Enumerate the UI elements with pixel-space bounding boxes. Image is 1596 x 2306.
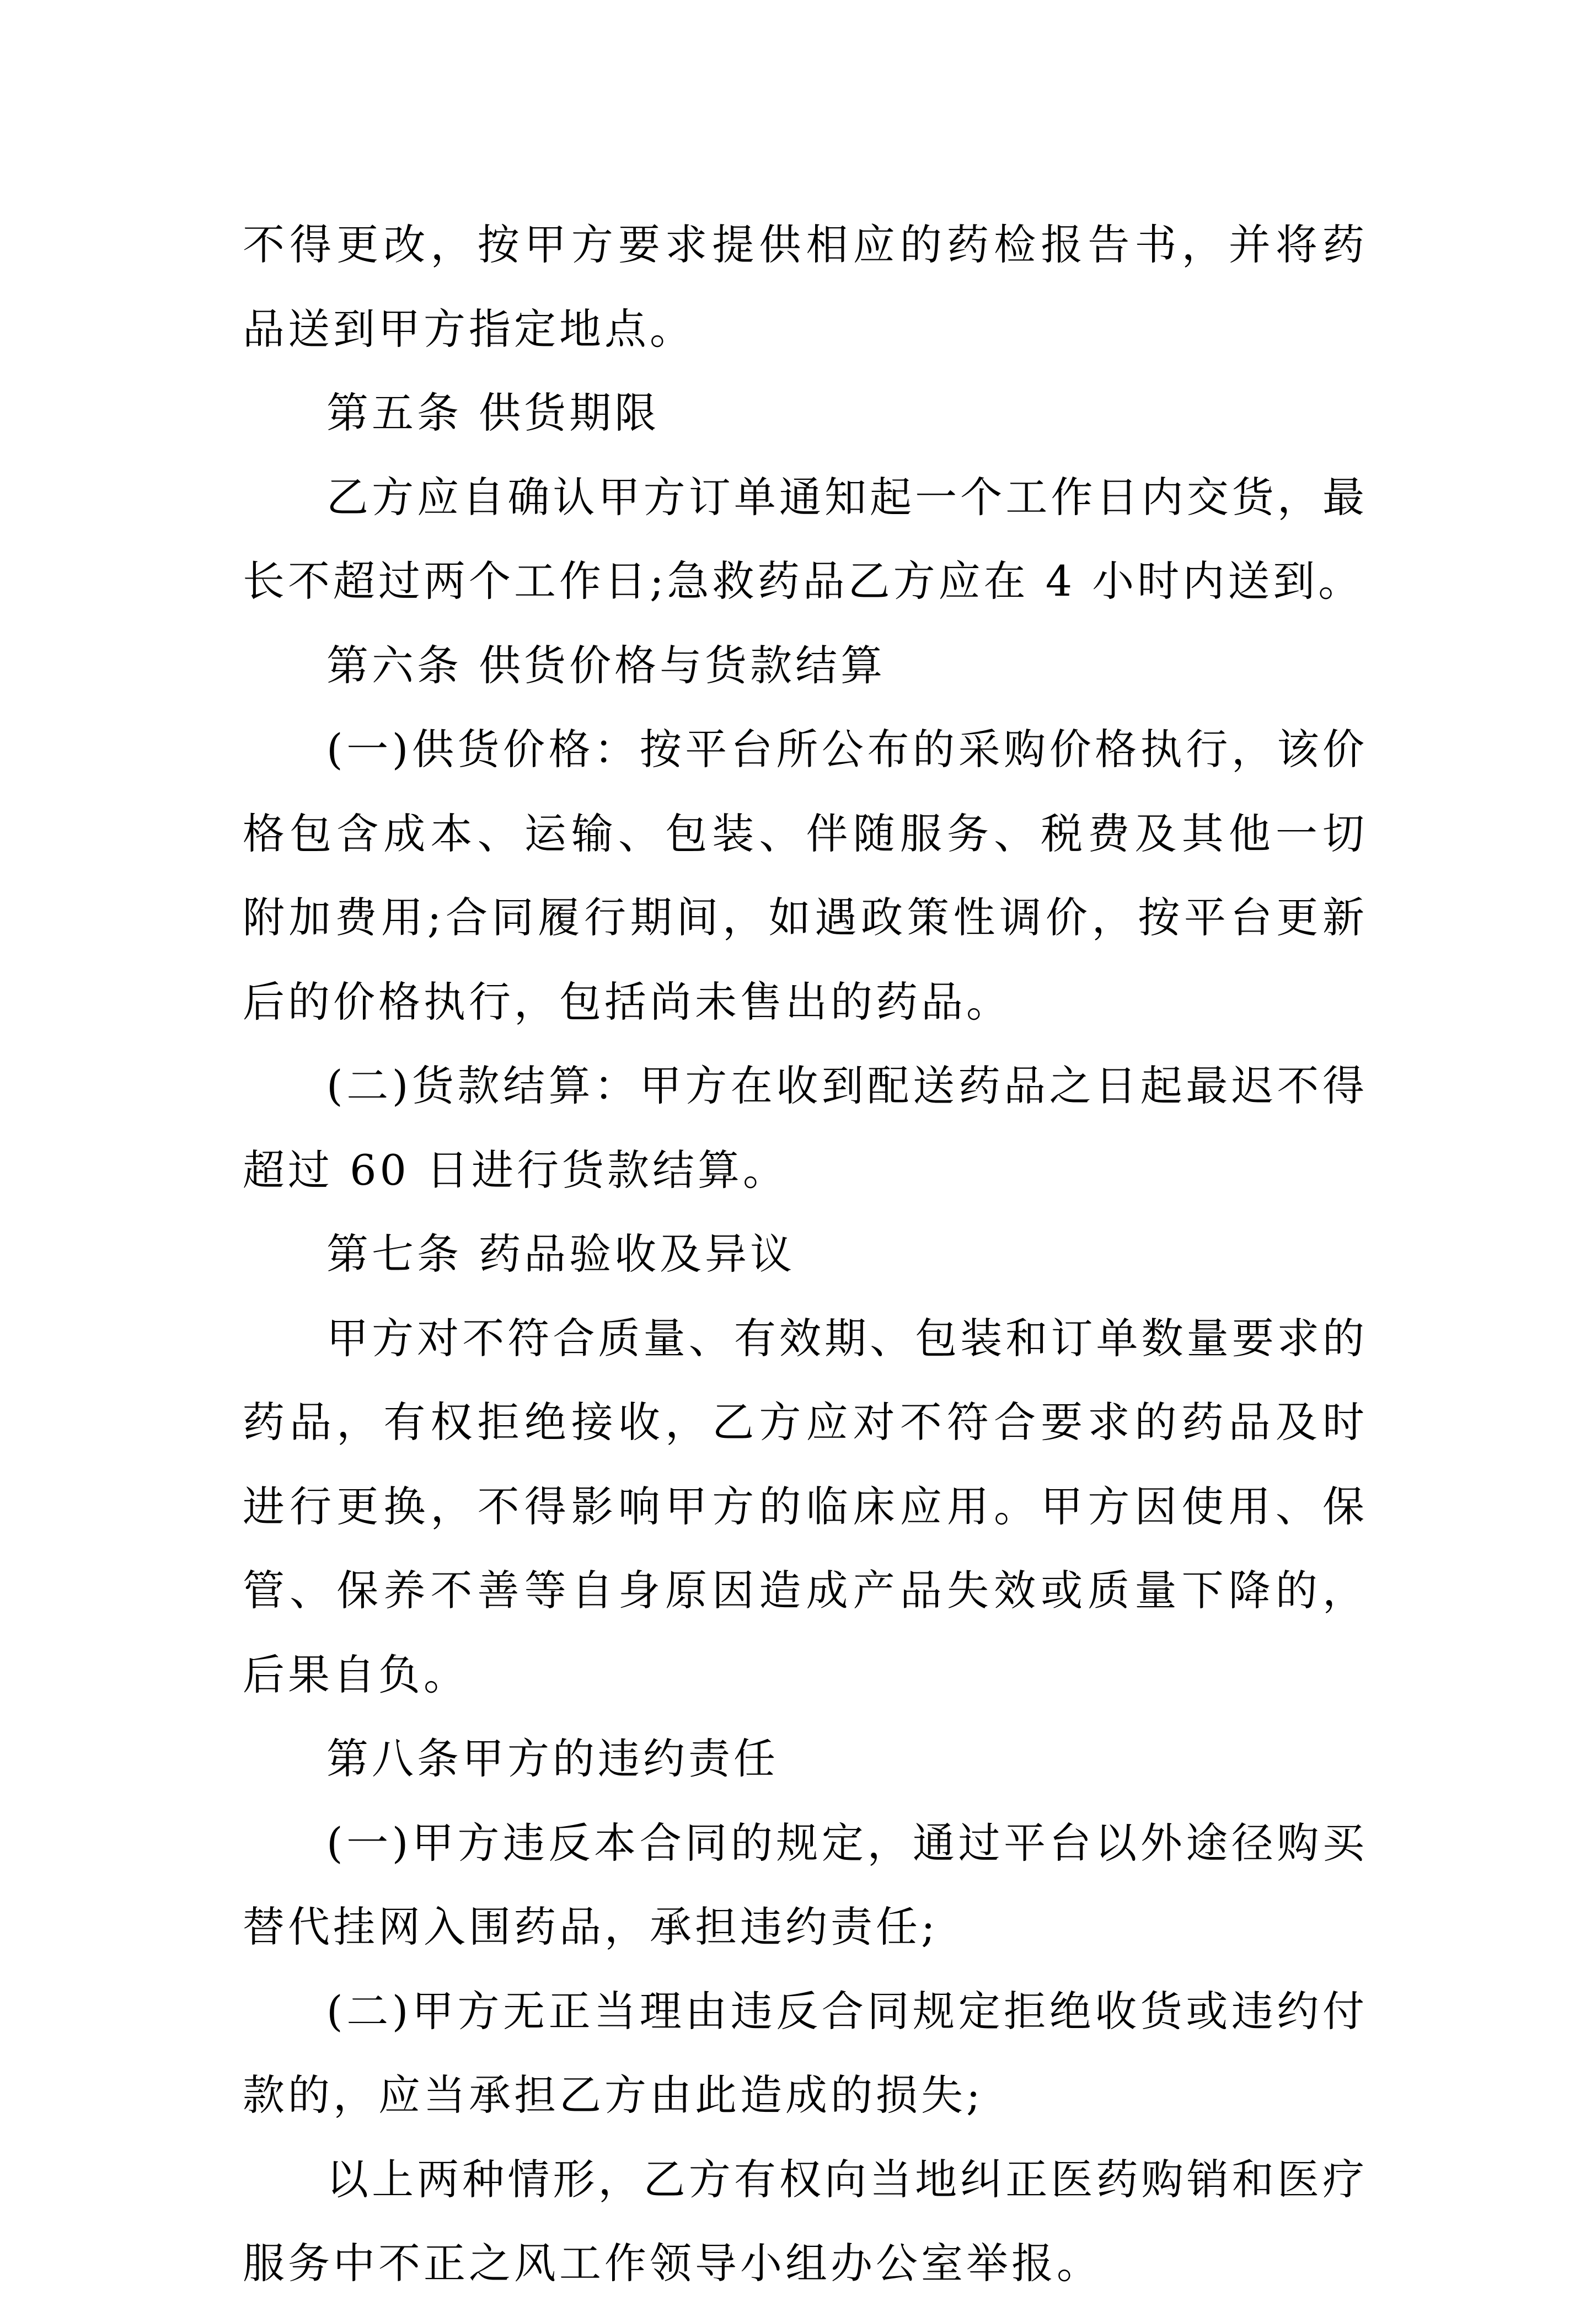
heading-article-5: 第五条 供货期限 (326, 388, 660, 437)
paragraph-breach-1: (一)甲方违反本合同的规定，通过平台以外途径购买替代挂网入围药品，承担违约责任; (243, 1818, 1368, 1951)
paragraph-report-right: 以上两种情形，乙方有权向当地纠正医药购销和医疗服务中不正之风工作领导小组办公室举报。 (243, 2154, 1368, 2288)
paragraph-delivery-continued: 不得更改，按甲方要求提供相应的药检报告书，并将药品送到甲方指定地点。 (243, 220, 1368, 354)
heading-article-6: 第六条 供货价格与货款结算 (326, 640, 886, 690)
document-body (243, 203, 1368, 2306)
paragraph-inspection: 甲方对不符合质量、有效期、包装和订单数量要求的药品，有权拒绝接收，乙方应对不符合要求的药品及时进行更换，不得影响甲方的临床应用。甲方因使用、保管、保养不善等自身原因造成产品失效或质量下降的，后果自负。 (243, 1313, 1368, 1699)
paragraph-supply-deadline: 乙方应自确认甲方订单通知起一个工作日内交货，最长不超过两个工作日;急救药品乙方应在 4 小时内送到。 (243, 472, 1368, 606)
heading-article-7: 第七条 药品验收及异议 (326, 1229, 796, 1278)
paragraph-breach-2: (二)甲方无正当理由违反合同规定拒绝收货或违约付款的，应当承担乙方由此造成的损失; (243, 1986, 1368, 2120)
paragraph-supply-price: (一)供货价格：按平台所公布的采购价格执行，该价格包含成本、运输、包装、伴随服务、税费及其他一切附加费用;合同履行期间，如遇政策性调价，按平台更新后的价格执行，包括尚未售出的药品。 (243, 725, 1368, 1026)
heading-article-8: 第八条甲方的违约责任 (326, 1734, 779, 1783)
paragraph-payment-settlement: (二)货款结算：甲方在收到配送药品之日起最迟不得超过 60 日进行货款结算。 (243, 1061, 1368, 1195)
